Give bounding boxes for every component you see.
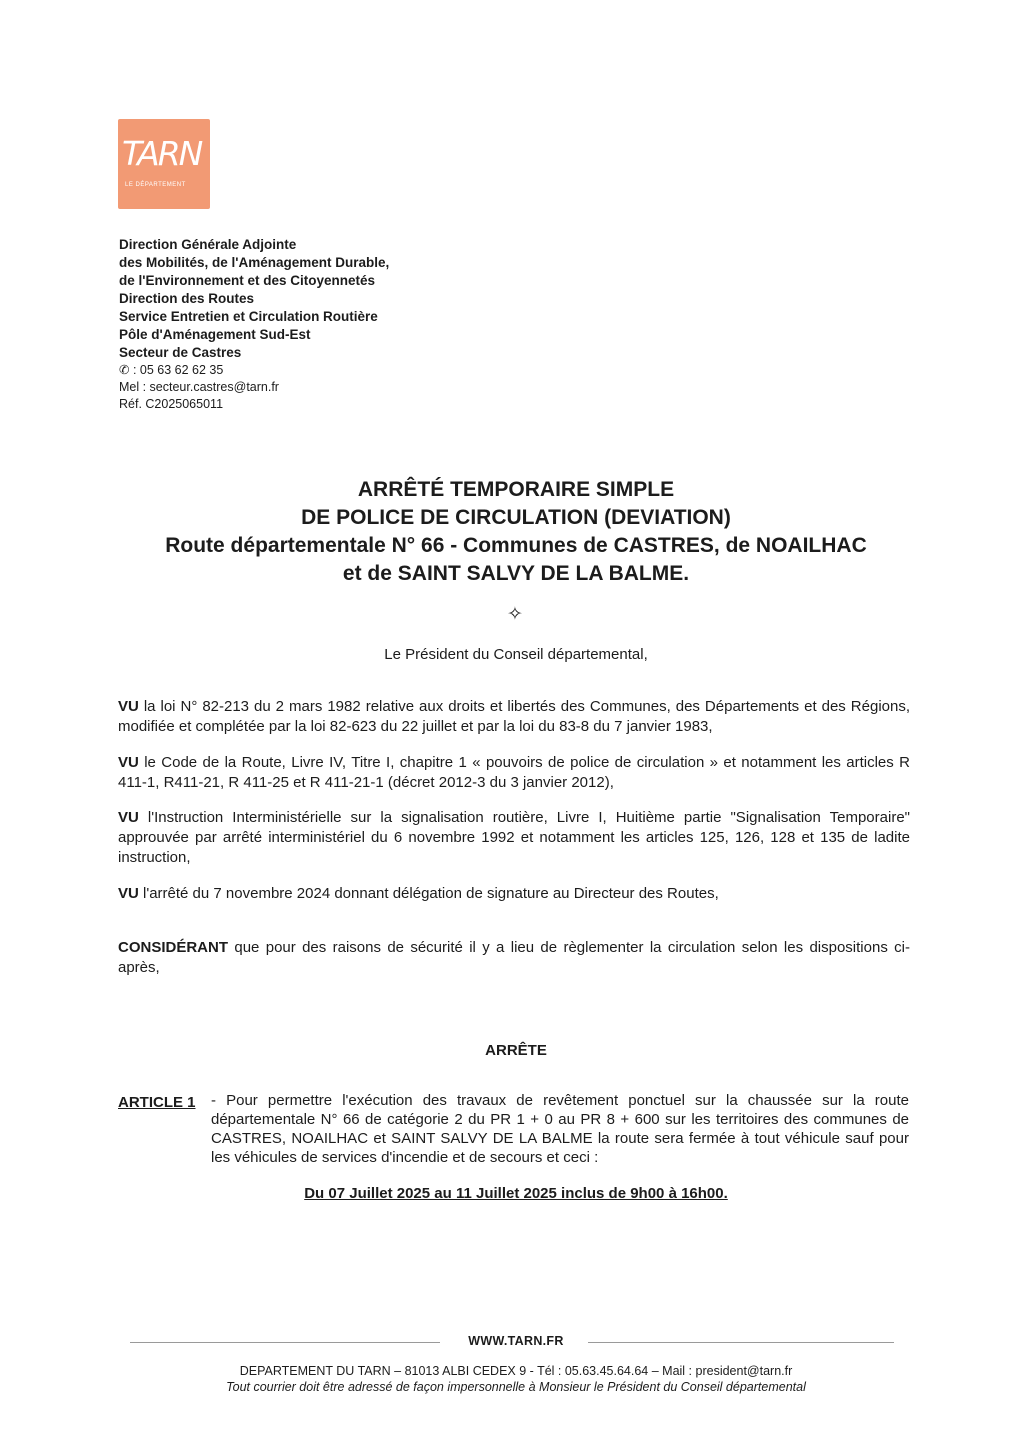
consideration-paragraph	[118, 753, 910, 793]
title-line: Route départementale N° 66 - Communes de CASTRES, de NOAILHAC	[165, 534, 867, 557]
consideration-paragraph	[118, 697, 910, 737]
sender-mail: Mel : secteur.castres@tarn.fr	[119, 380, 279, 394]
consideration-text: le Code de la Route, Livre IV, Titre I, chapitre 1 « pouvoirs de police de circulation » et notamment les articles R 411-1, R411-21, R 411-25 et R 411-21-1 (décret 2012-3 du 3 janvier 2012),	[118, 754, 910, 791]
consideration-paragraph	[118, 808, 910, 868]
article-1-label: ARTICLE 1	[118, 1094, 196, 1111]
consideration-keyword: VU	[118, 698, 139, 715]
ornament-icon: ✧	[507, 604, 523, 625]
consideration-text: l'Instruction Interministérielle sur la signalisation routière, Livre I, Huitième partie "Signalisation Temporaire" approuvée par arrêté interministériel du 6 novembre 1992 et notamment les articles 125, 126, 128 et 135 de ladite instruction,	[118, 809, 910, 866]
sender-line: de l'Environnement et des Citoyennetés	[119, 273, 376, 288]
footer-address: DEPARTEMENT DU TARN – 81013 ALBI CEDEX 9 - Tél : 05.63.45.64.64 – Mail : president@tarn.fr	[239, 1364, 793, 1378]
footer-website: WWW.TARN.FR	[468, 1334, 564, 1348]
consideration-text: l'arrêté du 7 novembre 2024 donnant délégation de signature au Directeur des Routes,	[138, 885, 719, 902]
title-line: et de SAINT SALVY DE LA BALME.	[342, 562, 690, 585]
title-line: DE POLICE DE CIRCULATION (DEVIATION)	[301, 506, 731, 529]
consideration-keyword: VU	[118, 885, 139, 902]
sender-line: Direction des Routes	[119, 291, 255, 306]
consideration-text: la loi N° 82-213 du 2 mars 1982 relative aux droits et libertés des Communes, des Départements et des Régions, modifiée et complétée par la loi 82-623 du 22 juillet et par la loi du 83-8 du 7 janvier 1983,	[118, 698, 910, 735]
sender-line: Service Entretien et Circulation Routière	[119, 309, 378, 324]
consideration-keyword: CONSIDÉRANT	[118, 939, 229, 956]
sender-block	[119, 236, 389, 413]
consideration-paragraph	[118, 884, 910, 904]
president-line: Le Président du Conseil départemental,	[384, 646, 648, 663]
closure-dates: Du 07 Juillet 2025 au 11 Juillet 2025 inclus de 9h00 à 16h00.	[304, 1185, 728, 1202]
sender-reference: Réf. C2025065011	[119, 397, 224, 411]
consideration-paragraph	[118, 938, 910, 978]
footer-note: Tout courrier doit être adressé de façon impersonnelle à Monsieur le Président du Conseil départemental	[226, 1380, 806, 1394]
logo-wordmark: TARN	[122, 134, 202, 173]
consideration-keyword: VU	[118, 754, 139, 771]
article-1-text	[211, 1091, 909, 1167]
sender-phone: ✆ : 05 63 62 62 35	[119, 363, 224, 377]
sender-line: Secteur de Castres	[119, 345, 242, 360]
consideration-keyword: VU	[118, 809, 139, 826]
sender-line: des Mobilités, de l'Aménagement Durable,	[119, 255, 390, 270]
consideration-text: que pour des raisons de sécurité il y a lieu de règlementer la circulation selon les dispositions ci-après,	[118, 939, 910, 976]
logo-subtitle: LE DÉPARTEMENT	[125, 182, 186, 188]
sender-line: Direction Générale Adjointe	[119, 237, 297, 252]
sender-line: Pôle d'Aménagement Sud-Est	[119, 327, 311, 342]
arrete-heading: ARRÊTE	[485, 1042, 547, 1059]
article-1-dash: -	[211, 1092, 216, 1109]
document-title	[100, 476, 932, 588]
title-line: ARRÊTÉ TEMPORAIRE SIMPLE	[357, 478, 675, 501]
tarn-logo	[118, 119, 210, 209]
article-1-body: Pour permettre l'exécution des travaux de revêtement ponctuel sur la chaussée sur la route départementale N° 66 de catégorie 2 du PR 1 + 0 au PR 8 + 600 sur les territoires des communes de CASTRES, NOAILHAC et SAINT SALVY DE LA BALME la route sera fermée à tout véhicule sauf pour les véhicules de services d'incendie et de secours et ceci :	[211, 1092, 909, 1166]
